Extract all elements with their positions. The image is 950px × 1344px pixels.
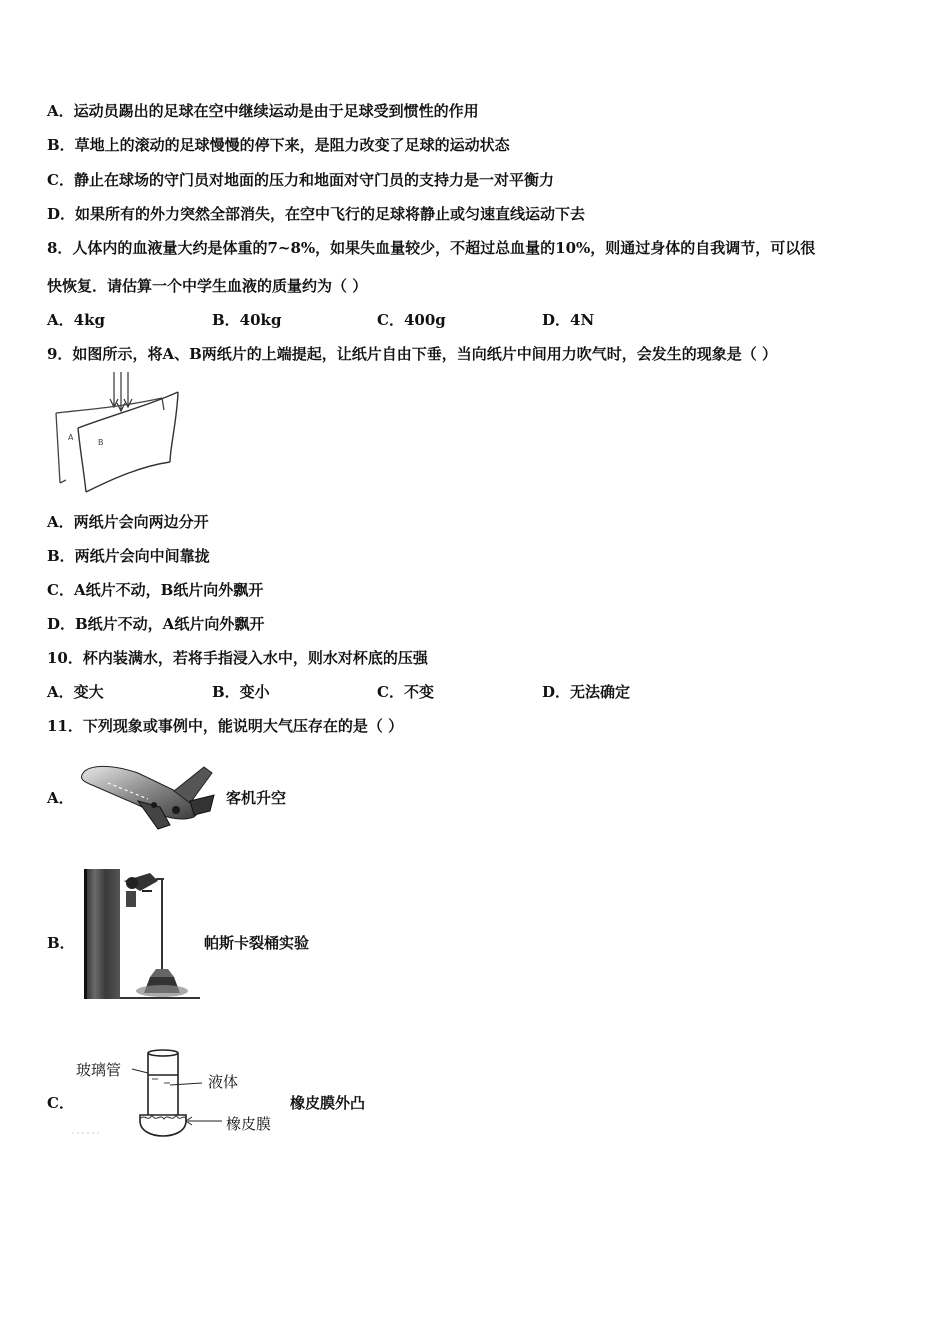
q7-option-c: C．静止在球场的守门员对地面的压力和地面对守门员的支持力是一对平衡力 — [47, 171, 554, 189]
label-membrane: 橡皮膜 — [226, 1115, 272, 1133]
q10-option-d: D．无法确定 — [542, 683, 631, 701]
q9-option-c: C．A纸片不动，B纸片向外飘开 — [47, 581, 264, 599]
q10-option-c: C．不变 — [377, 683, 434, 701]
q11-option-c-caption: 橡皮膜外凸 — [290, 1094, 366, 1112]
q9-option-b: B．两纸片会向中间靠拢 — [47, 547, 210, 565]
q7-option-b: B．草地上的滚动的足球慢慢的停下来，是阻力改变了足球的运动状态 — [47, 136, 510, 154]
q7-option-a: A．运动员踢出的足球在空中继续运动是由于足球受到惯性的作用 — [47, 102, 479, 120]
q8-stem-line2: 快恢复．请估算一个中学生血液的质量约为（ ） — [47, 277, 368, 295]
q11-option-b-letter: B． — [47, 934, 75, 952]
q10-stem: 10．杯内装满水，若将手指浸入水中，则水对杯底的压强 — [47, 649, 428, 667]
paper-a-label: A — [68, 433, 74, 442]
q8-stem-line1: 8．人体内的血液量大约是体重的7~8%，如果失血量较少，不超过总血量的10%，则通过身体的自我调节，可以很 — [47, 239, 816, 257]
q11-option-c-letter: C． — [47, 1094, 74, 1112]
paper-b-label: B — [98, 438, 104, 447]
label-liquid: 液体 — [208, 1073, 239, 1091]
q8-option-c: C．400g — [377, 311, 446, 329]
q11-option-b-caption: 帕斯卡裂桶实验 — [204, 934, 310, 952]
airplane-icon — [78, 755, 218, 833]
q10-option-a: A．变大 — [47, 683, 104, 701]
pascal-barrel-icon — [80, 865, 204, 1003]
q11-stem: 11．下列现象或事例中，能说明大气压存在的是（ ） — [47, 717, 404, 735]
q9-stem: 9．如图所示，将A、B两纸片的上端提起，让纸片自由下垂，当向纸片中间用力吹气时，会发生的现象是（ ） — [47, 345, 777, 363]
glass-tube-membrane-icon — [72, 1045, 292, 1155]
q9-option-d: D．B纸片不动，A纸片向外飘开 — [47, 615, 265, 633]
q10-option-b: B．变小 — [212, 683, 270, 701]
q11-option-a-caption: 客机升空 — [226, 789, 287, 807]
q7-option-d: D．如果所有的外力突然全部消失，在空中飞行的足球将静止或匀速直线运动下去 — [47, 205, 586, 223]
q8-option-d: D．4N — [542, 311, 595, 329]
q8-option-b: B．40kg — [212, 311, 282, 329]
q9-option-a: A．两纸片会向两边分开 — [47, 513, 209, 531]
label-glass-tube: 玻璃管 — [76, 1061, 122, 1079]
q8-option-a: A．4kg — [47, 311, 105, 329]
q9-paper-figure — [52, 370, 182, 498]
q11-option-a-letter: A． — [47, 789, 74, 807]
